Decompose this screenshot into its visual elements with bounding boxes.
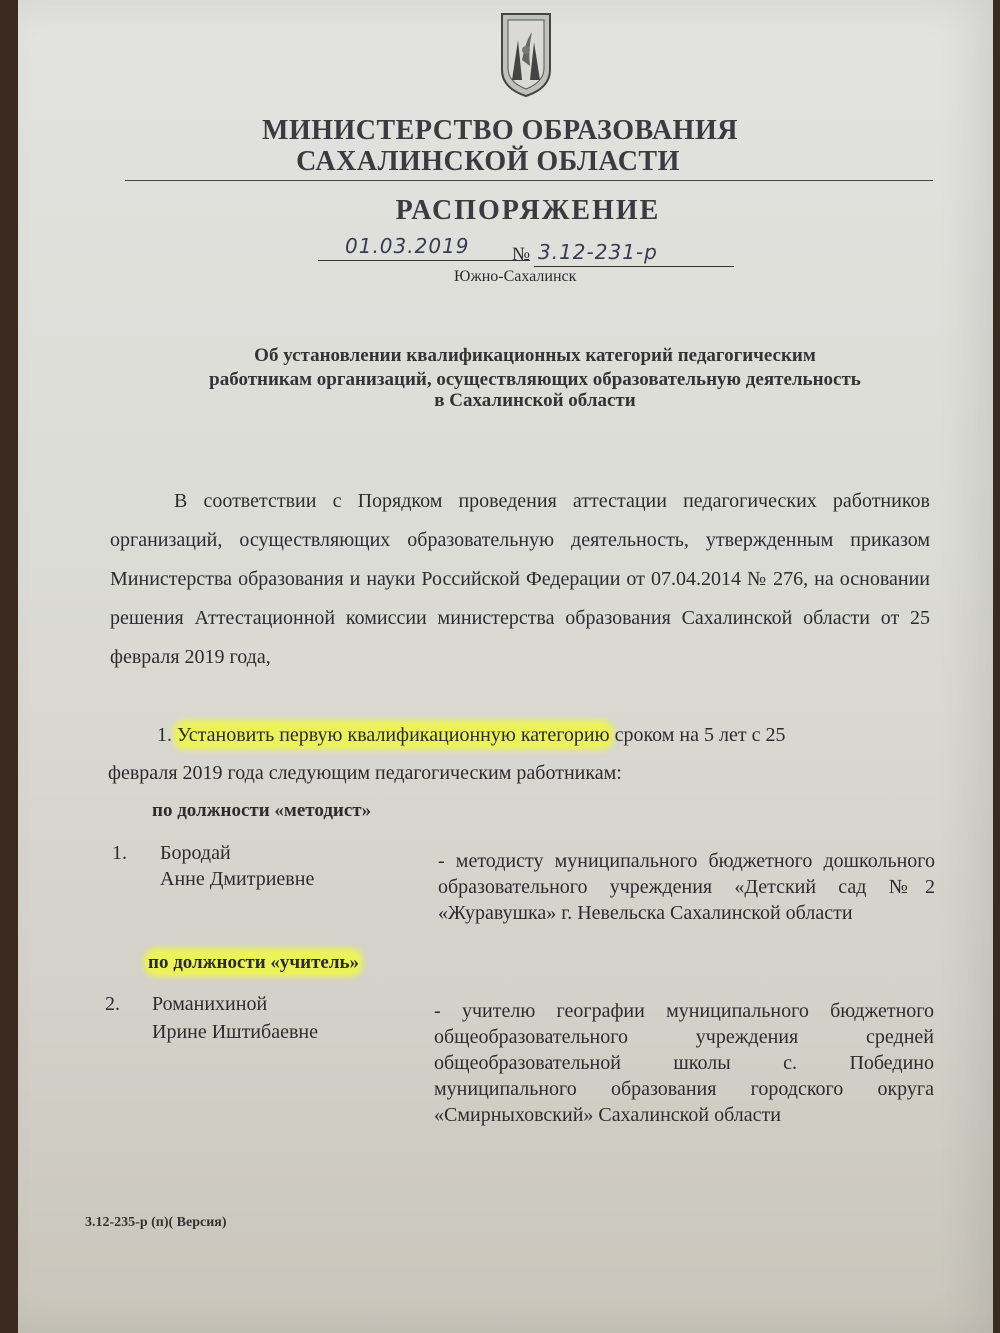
number-sign: № xyxy=(512,244,531,265)
entry-surname: Романихиной xyxy=(152,993,268,1015)
number-underline xyxy=(534,266,734,267)
coat-of-arms-icon xyxy=(498,10,554,100)
date-underline xyxy=(318,260,530,261)
entry-given-name: Анне Дмитриевне xyxy=(160,868,315,890)
document-date: 01.03.2019 xyxy=(345,234,470,258)
document-number: 3.12-231-р xyxy=(538,240,658,264)
section-heading-teacher xyxy=(148,952,359,974)
entry-description: - учителю географии муниципального бюджетного общеобразовательного учреждения средней общеобразовательной школы с. Победино муниципального образования городского округа «Смирныховский» Сахалинской области xyxy=(434,1000,934,1126)
entry-given-name: Ирине Иштибаевне xyxy=(152,1021,318,1043)
document-type-title: РАСПОРЯЖЕНИЕ xyxy=(395,195,661,226)
entry-description: - методисту муниципального бюджетного дошкольного образовательного учреждения «Детский сад №2 «Журавушка» г. Невельска Сахалинской области xyxy=(438,850,935,924)
subject-line1: Об установлении квалификационных категорий педагогическим xyxy=(254,345,816,366)
clause1-term: сроком на 5 лет с 25 xyxy=(609,724,786,746)
clause1-line2: февраля 2019 года следующим педагогическим работникам: xyxy=(108,762,622,784)
ministry-name-line2: САХАЛИНСКОЙ ОБЛАСТИ xyxy=(296,146,680,177)
entry-number: 1. xyxy=(112,842,127,864)
entry-surname: Бородай xyxy=(160,842,231,864)
subject-line3: в Сахалинской области xyxy=(434,390,636,411)
entry-number: 2. xyxy=(105,993,120,1015)
subject-line2: работникам организаций, осуществляющих образовательную деятельность xyxy=(209,369,861,390)
clause1-number: 1. xyxy=(157,724,172,746)
clause1-highlighted-text: Установить первую квалификационную категорию xyxy=(177,724,610,746)
header-divider xyxy=(125,180,933,181)
clause1-line1 xyxy=(157,724,786,747)
city-name: Южно-Сахалинск xyxy=(454,268,577,285)
document-footer-code: 3.12-235-р (п)( Версия) xyxy=(85,1215,227,1230)
section-heading-teacher-text: по должности «учитель» xyxy=(148,952,360,973)
ministry-name-line1: МИНИСТЕРСТВО ОБРАЗОВАНИЯ xyxy=(262,115,738,146)
preamble-paragraph: В соответствии с Порядком проведения аттестации педагогических работников организаций, осуществляющих образовательную деятельность, утвержденным приказом Министерства образования и науки Российской Федерации от 07.04.2014 № 276, на основании решения Аттестационной комиссии министерства образования Сахалинской области от 25 февраля 2019 года, xyxy=(110,490,930,668)
section-heading-methodist: по должности «методист» xyxy=(152,800,372,821)
